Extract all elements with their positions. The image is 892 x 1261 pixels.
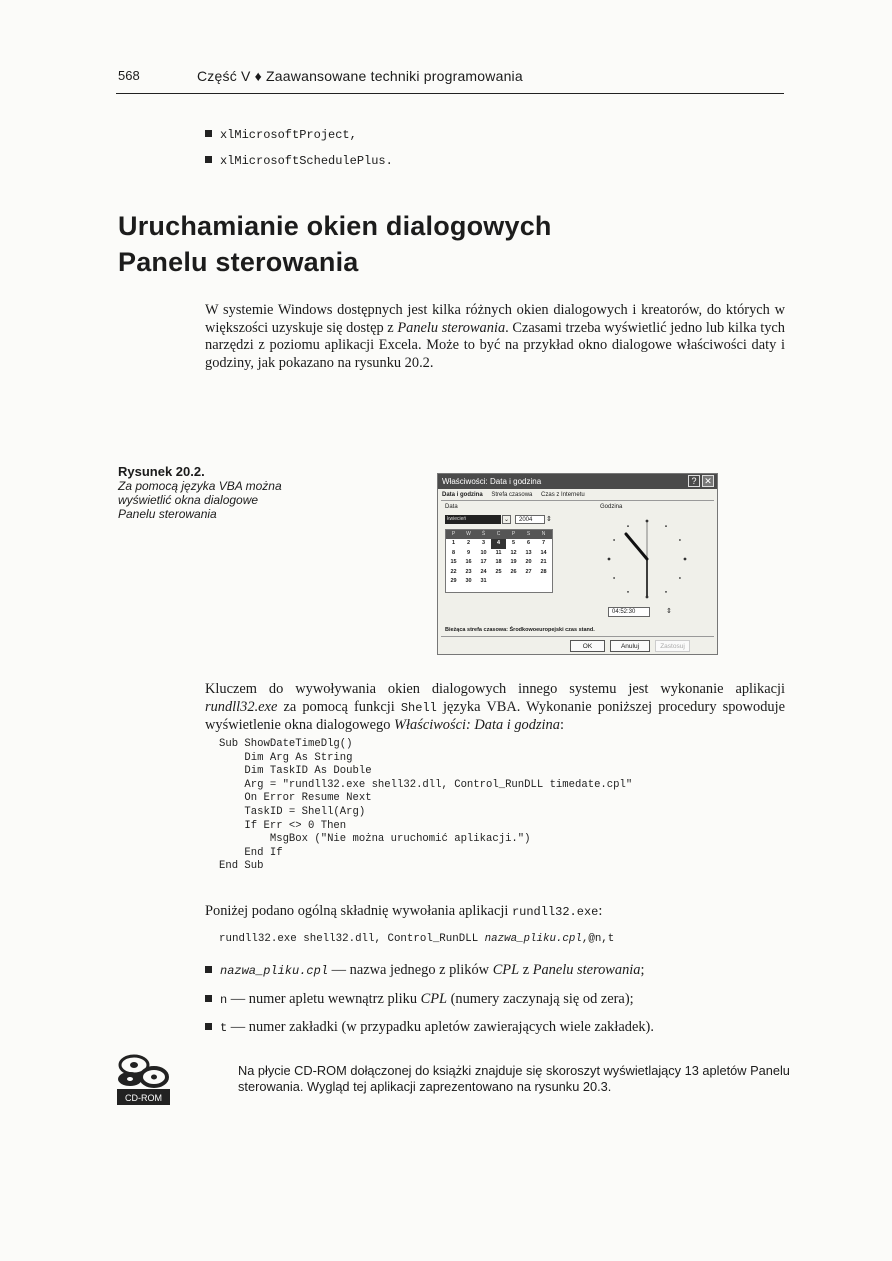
list-item <box>205 991 654 1009</box>
calendar-day[interactable]: 17 <box>480 559 487 565</box>
current-timezone-text: Bieżąca strefa czasowa: Środkowoeuropejski czas stand. <box>445 627 595 633</box>
weekday-label: N <box>541 531 546 537</box>
calendar-grid <box>445 529 553 593</box>
calendar-day[interactable]: 16 <box>465 559 472 565</box>
calendar-day[interactable]: 29 <box>450 578 457 584</box>
date-time-dialog <box>437 473 718 655</box>
cd-rom-icon <box>117 1053 170 1105</box>
param-code: t <box>220 1021 228 1035</box>
clock-tick <box>684 558 687 561</box>
para2-c: języka VBA. Wykonanie poniższej procedury spowoduje wyświetlenie okna dialogowego <box>205 698 785 733</box>
time-spinner-icon[interactable]: ⇕ <box>666 608 672 615</box>
syntax-intro-code: rundll32.exe <box>511 905 599 919</box>
calendar-day[interactable]: 13 <box>525 549 532 556</box>
calendar-day[interactable]: 2 <box>466 540 471 546</box>
dialog-tabs <box>442 492 592 498</box>
weekday-label: P <box>451 531 456 537</box>
clock-tick <box>679 577 681 579</box>
cancel-button[interactable]: Anuluj <box>610 640 650 652</box>
calendar-day[interactable]: 28 <box>540 568 547 575</box>
calendar-day[interactable]: 5 <box>511 540 516 546</box>
calendar-week-row <box>446 539 552 549</box>
dialog-titlebar <box>438 474 717 489</box>
weekday-label: C <box>496 531 501 537</box>
figure-caption: Za pomocą języka VBA można wyświetlić okna dialogowe Panelu sterowania <box>118 479 282 521</box>
para2-b: za pomocą funkcji <box>277 698 401 715</box>
dialog-title: Właściwości: Data i godzina <box>442 477 542 486</box>
shell-paragraph <box>205 681 785 735</box>
calendar-day[interactable]: 30 <box>465 578 472 584</box>
calendar-day[interactable]: 4 <box>491 539 506 549</box>
param-text: — numer zakładki (w przypadku apletów zawierających wiele zakładek). <box>227 1019 654 1035</box>
weekday-label: W <box>466 531 471 537</box>
tab-time-zone[interactable]: Strefa czasowa <box>491 492 533 498</box>
syntax-intro <box>205 903 602 920</box>
calendar-day[interactable]: 15 <box>450 559 457 565</box>
page-number: 568 <box>118 68 140 83</box>
calendar-day[interactable]: 26 <box>510 568 517 575</box>
clock-tick <box>646 596 649 599</box>
calendar-day[interactable]: 8 <box>451 549 456 556</box>
year-spinner-icon[interactable]: ⇕ <box>546 516 552 523</box>
syntax-intro-text: Poniżej podano ogólną składnię wywołania aplikacji <box>205 903 512 919</box>
param-text: (numery zaczynają się od zera); <box>447 990 634 1007</box>
para1-text-b: . Czasami trzeba wyświetlić jedno lub kilka tych narzędzi z poziomu aplikacji Excela. Może to być na przykład okno dialogowe właściwości daty i godziny, jak pokazano na rysunku 20.2. <box>205 319 785 371</box>
intro-paragraph <box>205 302 785 372</box>
calendar-days <box>446 539 552 587</box>
calendar-day[interactable]: 23 <box>465 568 472 575</box>
param-text: ; <box>640 962 645 978</box>
param-code: n <box>220 992 228 1007</box>
calendar-day[interactable]: 6 <box>526 540 531 546</box>
tab-divider <box>441 500 714 501</box>
para1-text-a: W systemie Windows dostępnych jest kilka różnych okien dialogowych i kreatorów, do których w większości uzyskuje się dostęp z <box>205 302 785 336</box>
calendar-day[interactable]: 27 <box>525 568 532 575</box>
time-input[interactable]: 04:52:30 <box>608 607 650 617</box>
year-input[interactable]: 2004 <box>515 515 545 524</box>
clock-tick <box>608 558 611 561</box>
button-divider <box>441 636 714 637</box>
square-bullet-icon <box>205 966 212 973</box>
analog-clock <box>602 514 692 604</box>
header-rule <box>116 93 784 94</box>
para2-code-shell: Shell <box>400 700 437 715</box>
square-bullet-icon <box>205 995 212 1002</box>
calendar-day[interactable]: 12 <box>510 549 517 556</box>
calendar-day[interactable]: 1 <box>451 540 456 546</box>
running-title: Część V ♦ Zaawansowane techniki programowania <box>197 68 523 84</box>
cd-rom-note: Na płycie CD-ROM dołączonej do książki znajduje się skoroszyt wyświetlający 13 apletów Panelu sterowania. Wygląd tej aplikacji zaprezentowano na rysunku 20.3. <box>238 1063 790 1094</box>
calendar-day[interactable]: 24 <box>480 568 487 575</box>
close-button[interactable]: ✕ <box>702 475 714 487</box>
calendar-day[interactable]: 14 <box>540 549 547 556</box>
list-item <box>205 1019 654 1037</box>
calendar-day[interactable]: 9 <box>466 549 471 556</box>
syntax-prefix: rundll32.exe shell32.dll, Control_RunDLL <box>219 933 485 945</box>
param-italic: CPL <box>492 962 520 978</box>
syntax-italic: nazwa_pliku.cpl <box>484 933 582 945</box>
parameter-list <box>205 962 654 1048</box>
calendar-day[interactable]: 18 <box>495 559 502 565</box>
calendar-day[interactable]: 21 <box>540 559 547 565</box>
para2-italic-dialog: Właściwości: Data i godzina <box>394 717 560 733</box>
syntax-intro-end: : <box>598 903 603 919</box>
cd-rom-label: CD-ROM <box>125 1093 162 1103</box>
clock-tick <box>613 539 615 541</box>
calendar-day <box>521 577 536 587</box>
calendar-day[interactable]: 19 <box>510 559 517 565</box>
param-italic: Panelu sterowania <box>532 962 641 978</box>
square-bullet-icon <box>205 156 212 163</box>
calendar-day <box>506 577 521 587</box>
calendar-day[interactable]: 22 <box>450 568 457 575</box>
para1-italic: Panelu sterowania <box>397 319 506 336</box>
weekday-label: P <box>511 531 516 537</box>
figure-number: Rysunek 20.2. <box>118 464 205 479</box>
calendar-day[interactable]: 11 <box>495 549 502 556</box>
calendar-day[interactable]: 25 <box>495 568 502 575</box>
chevron-down-icon[interactable]: ⌄ <box>503 517 510 523</box>
param-code: nazwa_pliku.cpl <box>220 964 329 978</box>
time-group-label: Godzina <box>600 504 623 510</box>
para2-d: : <box>559 717 564 733</box>
square-bullet-icon <box>205 130 212 137</box>
list-item <box>205 154 393 168</box>
apply-button[interactable]: Zastosuj <box>655 640 690 652</box>
calendar-day[interactable]: 20 <box>525 559 532 565</box>
calendar-week-row <box>446 568 552 578</box>
clock-tick <box>627 525 629 527</box>
ok-button[interactable]: OK <box>570 640 605 652</box>
figure-label <box>118 464 283 521</box>
list-item <box>205 962 654 980</box>
tab-date-time[interactable]: Data i godzina <box>442 492 483 498</box>
para2-italic-exe: rundll32.exe <box>205 698 278 715</box>
hour-hand <box>626 534 647 559</box>
param-text: — numer apletu wewnątrz pliku <box>227 990 421 1007</box>
param-italic: CPL <box>420 990 448 1007</box>
section-title <box>118 208 552 280</box>
calendar-day <box>491 577 506 587</box>
calendar-day[interactable]: 7 <box>541 540 546 546</box>
section-title-line2: Panelu sterowania <box>118 247 359 277</box>
calendar-day[interactable]: 3 <box>481 540 486 546</box>
code-listing: Sub ShowDateTimeDlg() Dim Arg As String Dim TaskID As Double Arg = "rundll32.exe shell32.dll, Control_RunDLL timedate.cpl" On Error Resume Next TaskID = Shell(Arg) If Err <> 0 Then MsgBox ("Nie można uruchomić aplikacji.") End If End Sub <box>219 738 633 873</box>
clock-tick <box>665 591 667 593</box>
clock-tick <box>646 520 649 523</box>
param-text: — nazwa jednego z plików <box>328 962 493 978</box>
help-button[interactable]: ? <box>688 475 700 487</box>
weekday-label: S <box>526 531 531 537</box>
calendar-week-row <box>446 577 552 587</box>
clock-tick <box>613 577 615 579</box>
date-group-label: Data <box>445 504 458 510</box>
calendar-week-row <box>446 558 552 568</box>
section-title-line1: Uruchamianie okien dialogowych <box>118 211 552 241</box>
month-select[interactable]: kwiecień <box>445 515 501 524</box>
list-item-text: xlMicrosoftSchedulePlus. <box>220 154 393 168</box>
calendar-day[interactable]: 31 <box>480 578 487 584</box>
calendar-day[interactable]: 10 <box>480 549 487 556</box>
tab-internet-time[interactable]: Czas z Internetu <box>541 492 585 498</box>
calendar-day <box>536 577 551 587</box>
top-bullet-list <box>205 128 393 180</box>
square-bullet-icon <box>205 1023 212 1030</box>
calendar-week-row <box>446 549 552 559</box>
list-item-text: xlMicrosoftProject, <box>220 128 357 142</box>
clock-tick <box>665 525 667 527</box>
weekday-label: Ś <box>481 531 486 537</box>
para2-a: Kluczem do wywoływania okien dialogowych innego systemu jest wykonanie aplikacji <box>205 681 785 697</box>
syntax-suffix: ,@n,t <box>581 933 615 945</box>
calendar-weekdays <box>446 530 552 539</box>
param-text: z <box>519 962 533 978</box>
list-item <box>205 128 393 142</box>
syntax-line <box>219 933 614 945</box>
clock-tick <box>627 591 629 593</box>
clock-tick <box>679 539 681 541</box>
